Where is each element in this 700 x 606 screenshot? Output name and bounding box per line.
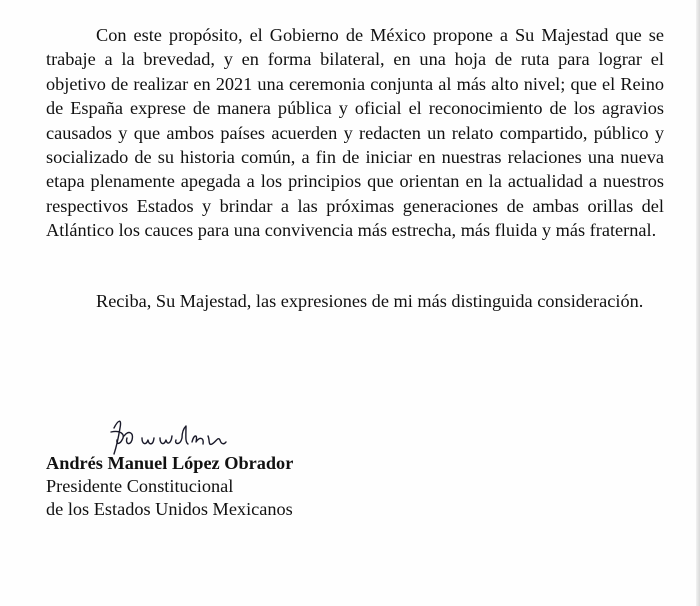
body-paragraph-closing <box>46 289 664 313</box>
body-paragraph-proposal <box>46 23 664 243</box>
page-edge-shadow <box>696 0 700 606</box>
signer-name: Andrés Manuel López Obrador <box>46 453 294 473</box>
signer-title-line-2: de los Estados Unidos Mexicanos <box>46 499 293 519</box>
signer-title-line-1: Presidente Constitucional <box>46 476 234 496</box>
signature-block <box>46 452 293 521</box>
closing-text: Reciba, Su Majestad, las expresiones de mi más distinguida consideración. <box>96 291 644 311</box>
proposal-text: Con este propósito, el Gobierno de México propone a Su Majestad que se trabaje a la brevedad, y en forma bilateral, en una hoja de ruta para lograr el objetivo de realizar en 2021 una ceremonia conjunta al más alto nivel; que el Reino de España exprese de manera pública y oficial el reconocimiento de los agravios causados y que ambos países acuerden y redacten un relato compartido, público y socializado de su historia común, a fin de iniciar en nuestras relaciones una nueva etapa plenamente apegada a los principios que orientan en la actualidad a nuestros respectivos Estados y brindar a las próximas generaciones de ambas orillas del Atlántico los cauces para una convivencia más estrecha, más fluida y más fraternal. <box>46 25 664 241</box>
